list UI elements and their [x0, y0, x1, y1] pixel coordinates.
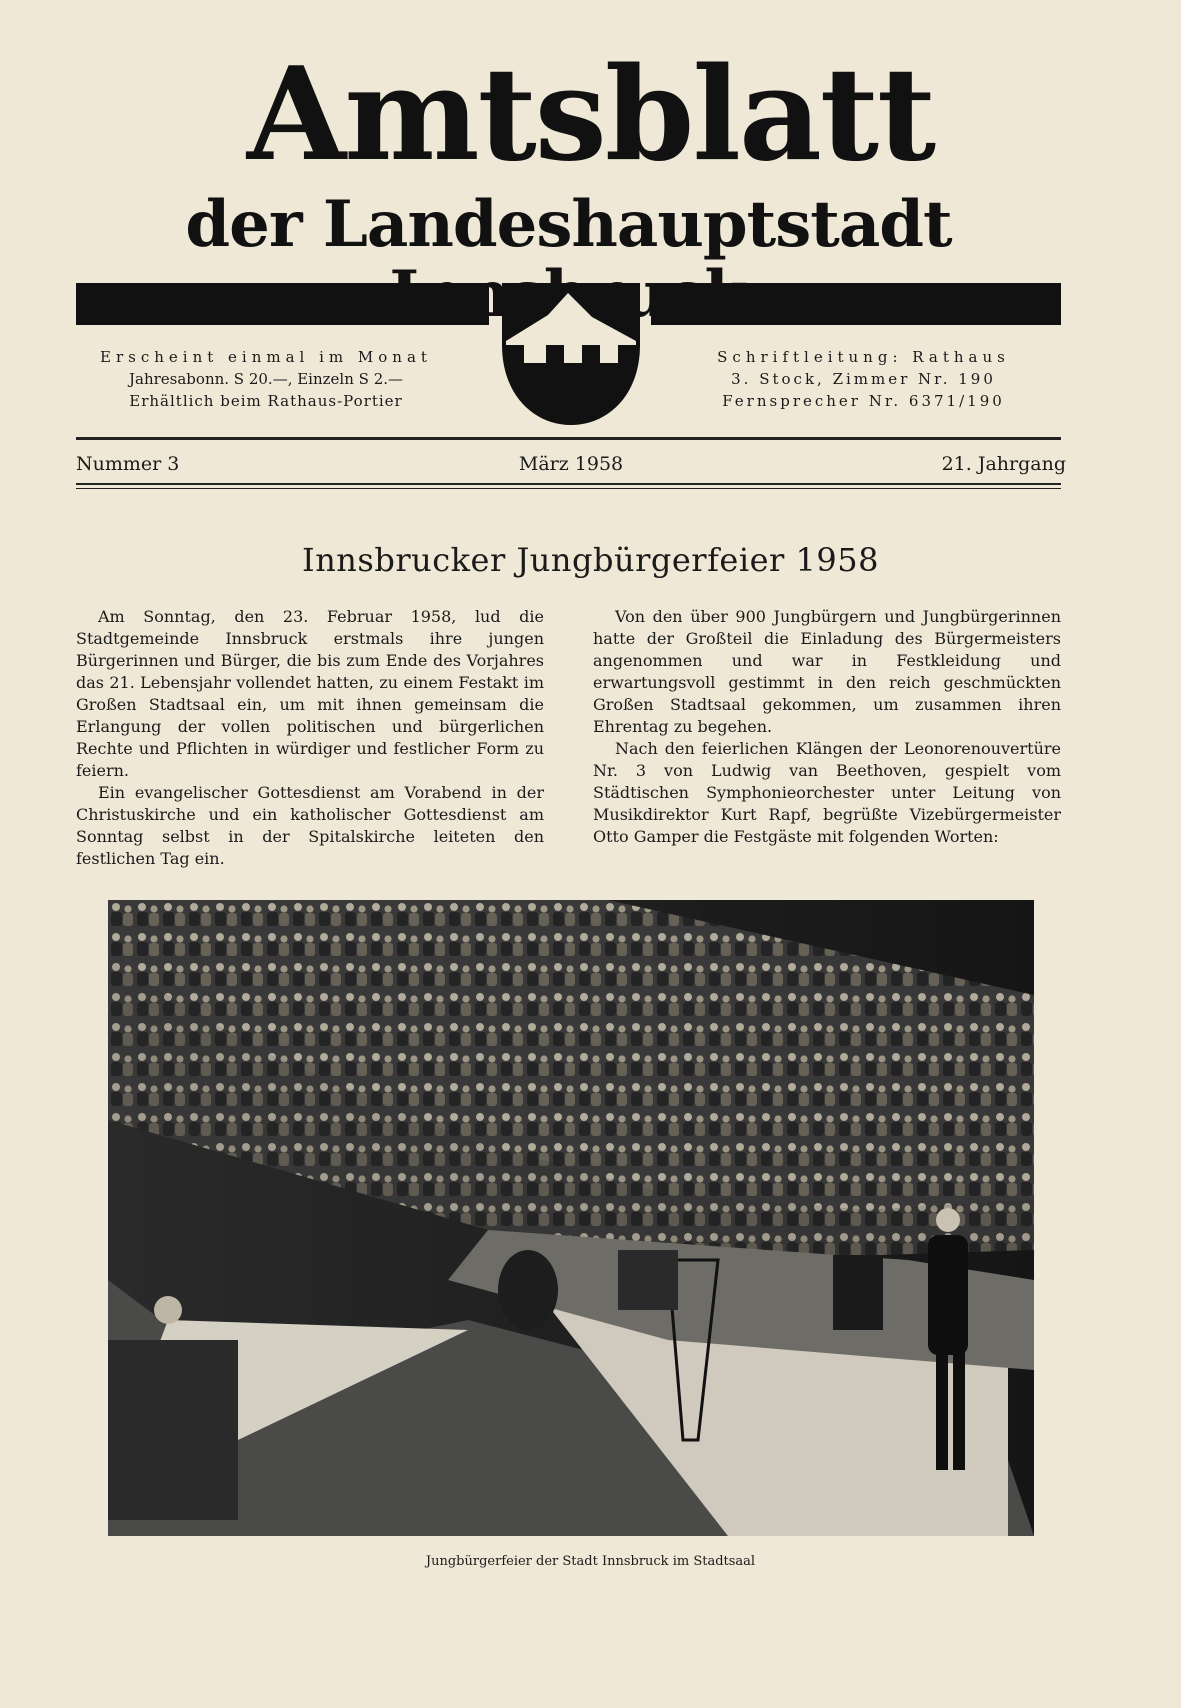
editorial-line-3: Fernsprecher Nr. 6371/190 — [722, 392, 1005, 410]
issue-number: Nummer 3 — [76, 453, 180, 475]
subscription-line-2: Jahresabonn. S 20.—, Einzeln S 2.— — [129, 370, 403, 388]
masthead-bar-right — [651, 283, 1061, 325]
article-paragraph: Nach den feierlichen Klängen der Leonorenouvertüre Nr. 3 von Ludwig van Beethoven, gespielt vom Städtischen Symphonieorchester unter Leitung von Musikdirektor Kurt Rapf, begrüßte Vizebürgermeister Otto Gamper die Festgäste mit folgenden Worten: — [593, 739, 1061, 846]
editorial-info — [666, 346, 1061, 412]
article-paragraph: Am Sonntag, den 23. Februar 1958, lud die Stadtgemeinde Innsbruck erstmals ihre jungen Bürgerinnen und Bürger, die bis zum Ende des Vorjahres das 21. Lebensjahr vollendet hatten, zu einem Festakt im Großen Stadtsaal ein, um mit ihnen gemeinsam die Erlangung der vollen politischen und bürgerlichen Rechte und Pflichten in würdiger und festlicher Form zu feiern. — [76, 607, 544, 780]
divider-top — [76, 437, 1061, 440]
article-headline: Innsbrucker Jungbürgerfeier 1958 — [302, 541, 879, 579]
city-coat-of-arms-icon — [500, 283, 642, 429]
article-column-left — [76, 606, 544, 870]
subscription-line-1: Erscheint einmal im Monat — [100, 348, 432, 366]
issue-volume: 21. Jahrgang — [941, 453, 1066, 475]
issue-date: März 1958 — [518, 453, 624, 475]
masthead-title: Amtsblatt — [246, 40, 935, 190]
article-paragraph: Ein evangelischer Gottesdienst am Vorabend in der Christuskirche und ein katholischer Gottesdienst am Sonntag selbst in der Spitalskirche leiteten den festlichen Tag ein. — [76, 783, 544, 868]
editorial-line-1: Schriftleitung: Rathaus — [717, 348, 1010, 366]
photo-caption: Jungbürgerfeier der Stadt Innsbruck im Stadtsaal — [425, 1554, 756, 1569]
divider-bottom-1 — [76, 483, 1061, 485]
subscription-line-3: Erhältlich beim Rathaus-Portier — [129, 392, 403, 410]
masthead-bar-left — [76, 283, 489, 325]
divider-bottom-2 — [76, 488, 1061, 489]
masthead-subtitle: der Landeshauptstadt — [185, 187, 952, 262]
article-paragraph: Von den über 900 Jungbürgern und Jungbürgerinnen hatte der Großteil die Einladung des Bürgermeisters angenommen und war in Festkleidung und erwartungsvoll gestimmt in den reich geschmückten Großen Stadtsaal gekommen, um zusammen ihren Ehrentag zu begehen. — [593, 607, 1061, 736]
event-photo — [108, 900, 1034, 1536]
subscription-info — [76, 346, 456, 412]
article-column-right — [593, 606, 1061, 848]
editorial-line-2: 3. Stock, Zimmer Nr. 190 — [731, 370, 996, 388]
